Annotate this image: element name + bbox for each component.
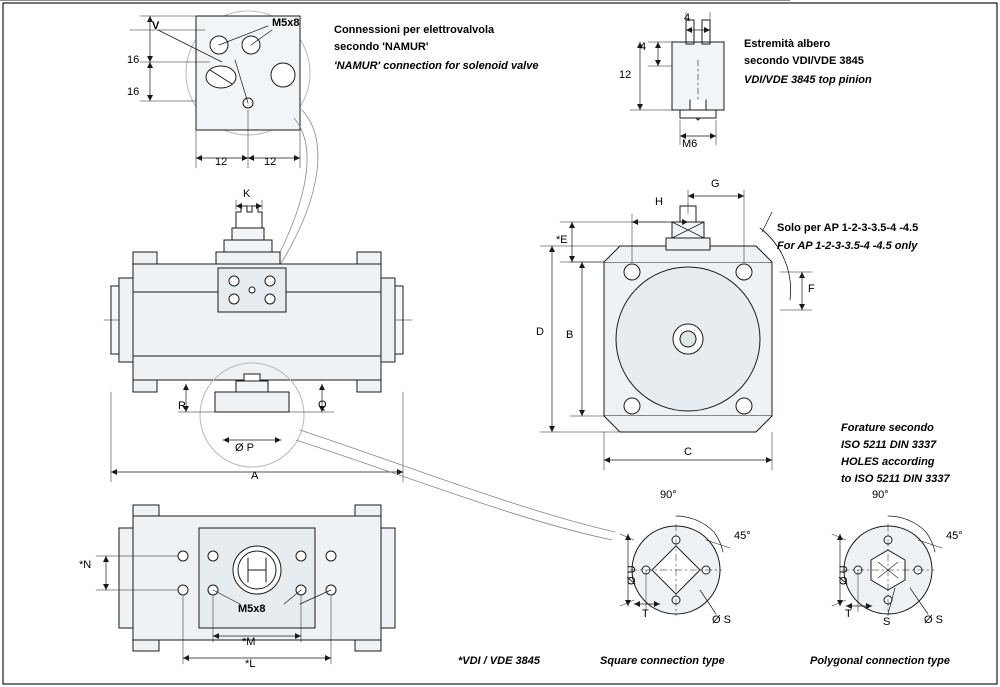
dim-12-left: 12 — [215, 156, 228, 168]
dim-u-poly: Ø U — [838, 565, 850, 585]
dim-b: B — [566, 329, 574, 341]
dim-c: C — [684, 446, 692, 458]
note-holes-en-line2: to ISO 5211 DIN 3337 — [841, 473, 950, 485]
dim-m5x8-bottom: M5x8 — [238, 603, 266, 615]
dim-f: F — [808, 283, 815, 295]
dim-16-upper: 16 — [127, 54, 140, 66]
dim-e: *E — [556, 234, 568, 246]
note-shaft-it-line2: secondo VDI/VDE 3845 — [744, 55, 864, 67]
note-namur-it-line2: secondo 'NAMUR' — [334, 41, 429, 53]
footer-vdi: *VDI / VDE 3845 — [458, 655, 540, 667]
dim-l: *L — [245, 658, 256, 670]
note-holes-en-line1: HOLES according — [841, 456, 935, 468]
dim-h: H — [655, 196, 663, 208]
dim-k: K — [243, 188, 251, 200]
note-only-en: For AP 1-2-3-3.5-4 -4.5 only — [777, 240, 918, 252]
dim-m6: M6 — [682, 138, 698, 150]
dim-t-square: T — [642, 608, 649, 620]
note-holes-it-line1: Forature secondo — [841, 422, 934, 434]
dim-d: D — [536, 326, 544, 338]
dim-p: Ø P — [235, 442, 254, 454]
angle-45-poly: 45° — [946, 530, 963, 542]
dim-q: Q — [318, 399, 327, 411]
dim-g: G — [711, 178, 720, 190]
note-only-it: Solo per AP 1-2-3-3.5-4 -4.5 — [777, 222, 919, 234]
dim-16-lower: 16 — [127, 86, 140, 98]
dim-a: A — [251, 470, 259, 482]
note-shaft-en: VDI/VDE 3845 top pinion — [744, 74, 872, 86]
angle-90-square: 90° — [660, 489, 677, 501]
dim-m5x8-top: M5x8 — [272, 17, 300, 29]
note-shaft-it-line1: Estremità albero — [744, 38, 831, 50]
dim-n: *N — [79, 559, 92, 571]
dim-s-poly-plain: S — [883, 616, 891, 628]
dim-12-right: 12 — [264, 156, 277, 168]
dim-s-poly: Ø S — [924, 614, 943, 626]
dim-12-side: 12 — [619, 69, 632, 81]
note-namur-en: 'NAMUR' connection for solenoid valve — [334, 60, 539, 72]
caption-polygonal: Polygonal connection type — [810, 655, 950, 667]
angle-90-poly: 90° — [872, 489, 889, 501]
dim-4-side: 4 — [640, 41, 647, 53]
dim-m: *M — [242, 636, 256, 648]
caption-square: Square connection type — [600, 655, 725, 667]
note-holes-it-line2: ISO 5211 DIN 3337 — [841, 439, 937, 451]
note-namur-it-line1: Connessioni per elettrovalvola — [334, 24, 495, 36]
dim-u-square: Ø U — [626, 565, 638, 585]
dim-t-poly: T — [845, 608, 852, 620]
dim-4-top: 4 — [684, 12, 691, 24]
dim-s-square: Ø S — [712, 614, 731, 626]
dim-r: R — [178, 400, 186, 412]
dim-v: V — [152, 20, 160, 32]
angle-45-square: 45° — [734, 530, 751, 542]
